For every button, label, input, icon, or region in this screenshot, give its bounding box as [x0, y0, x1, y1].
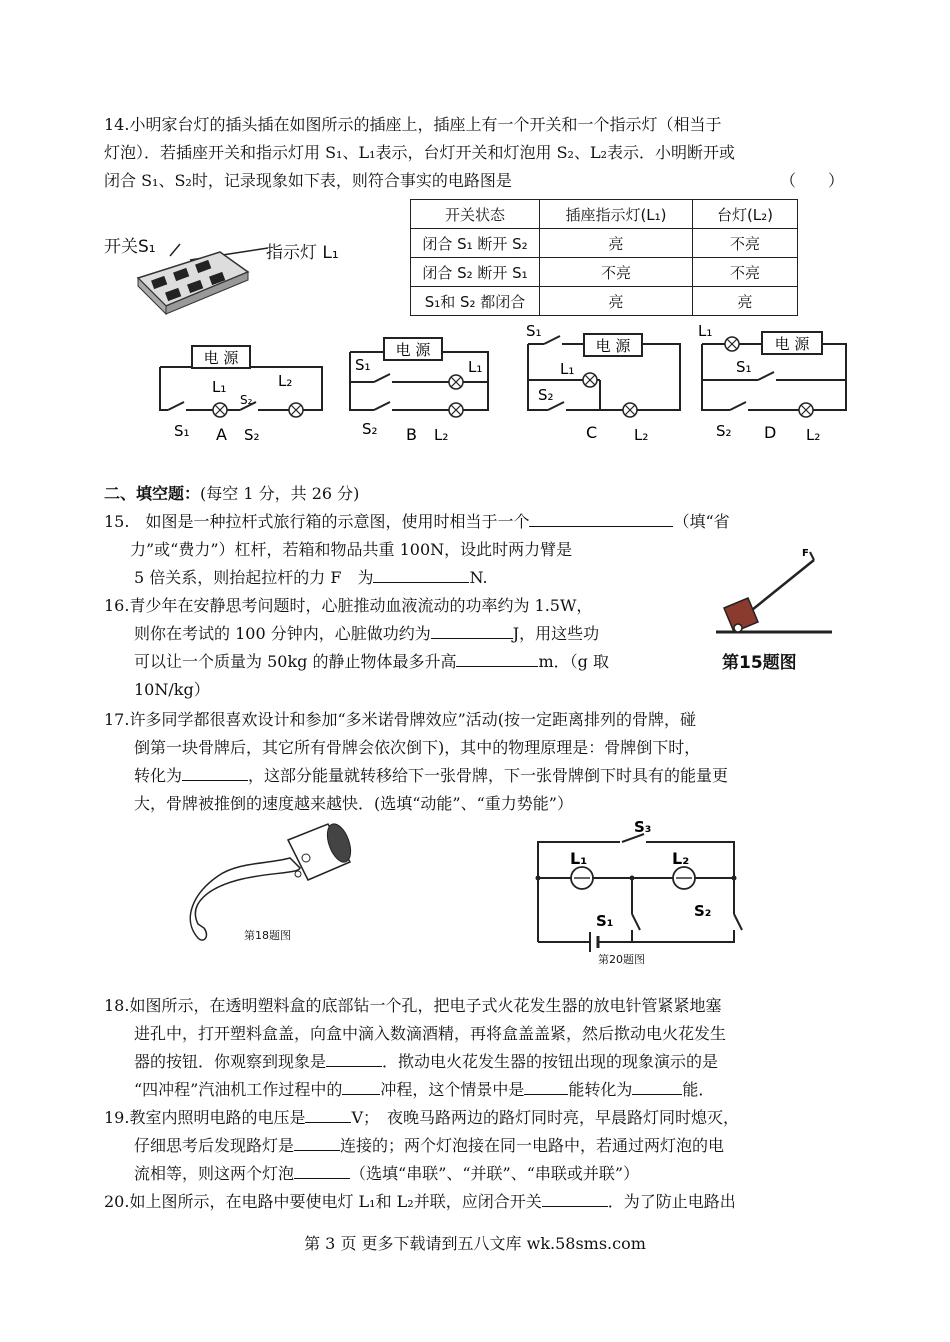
table-cell: 不亮: [693, 229, 798, 258]
option-letter: B: [406, 425, 417, 444]
option-letter: A: [216, 425, 227, 444]
q19-line3: [134, 1160, 639, 1188]
label-l1: L₁: [698, 322, 713, 340]
q18-text: 能转化为: [568, 1080, 633, 1099]
section-note: (每空 1 分，共 26 分): [200, 484, 360, 503]
q14-answer-paren: （ ）: [780, 171, 845, 190]
circuit-c: [526, 322, 680, 444]
q16-line4: 10N/kg）: [134, 680, 210, 699]
q18-line3: [134, 1048, 718, 1076]
q19-text: （选填“串联”、“并联”、“串联或并联”）: [350, 1164, 640, 1183]
q15-text: （填“省: [673, 512, 730, 531]
q18-text: ．揿动电火花发生器的按钮出现的现象演示的是: [382, 1052, 719, 1071]
q19-text: 流相等，则这两个灯泡: [134, 1164, 295, 1183]
table-header: 插座指示灯(L₁): [540, 200, 693, 229]
power-label: 电 源: [595, 337, 631, 355]
answer-blank[interactable]: [542, 1188, 608, 1207]
q19-text: 连接的；两个灯泡接在同一电路中，若通过两灯泡的电: [340, 1136, 725, 1155]
label-s2: S₂: [362, 420, 378, 438]
switch-state-table: [410, 199, 798, 316]
q14-line3: 闭合 S₁、S₂时，记录现象如下表，则符合事实的电路图是: [104, 171, 512, 190]
q20-text: ．为了防止电路出: [607, 1192, 736, 1211]
circuit-a: [160, 346, 322, 444]
luggage-figure: [712, 548, 838, 638]
q16-line3: [134, 648, 609, 676]
label-l2: L₂: [634, 426, 649, 444]
answer-blank[interactable]: [342, 1076, 380, 1095]
label-l2: L₂: [434, 426, 449, 444]
q18-text: 器的按钮．你观察到现象是: [134, 1052, 327, 1071]
table-header-row: [411, 200, 798, 229]
label-l2: L₂: [278, 372, 293, 390]
q16-text: J，用这些功: [512, 624, 600, 643]
power-label: 电 源: [774, 335, 810, 353]
q17-line3: [134, 762, 728, 790]
q15-line3: [134, 564, 488, 592]
q18-line1: 18.如图所示，在透明塑料盒的底部钻一个孔，把电子式火花发生器的放电针管紧紧地塞: [104, 996, 722, 1015]
q15-line1: [104, 508, 730, 536]
circuit-d: [698, 322, 846, 444]
answer-blank[interactable]: [305, 1104, 351, 1123]
answer-blank[interactable]: [294, 1132, 340, 1151]
q18-line2: 进孔中，打开塑料盒盖，向盒中滴入数滴酒精，再将盒盖盖紧，然后揿动电火花发生: [134, 1024, 727, 1043]
q17-text: 转化为: [134, 766, 183, 785]
q15-figure-caption: 第15题图: [722, 653, 797, 673]
answer-blank[interactable]: [529, 508, 673, 527]
q15-text: N.: [469, 568, 488, 587]
circuit-b: [350, 338, 488, 444]
label-s2: S₂: [694, 902, 712, 920]
q20-text: 20.如上图所示，在电路中要使电灯 L₁和 L₂并联，应闭合开关: [104, 1192, 542, 1211]
table-cell: 闭合 S₂ 断开 S₁: [411, 258, 540, 287]
option-letter: C: [586, 423, 598, 442]
label-s1: S₁: [736, 358, 752, 376]
q14-line2: 灯泡）．若插座开关和指示灯用 S₁、L₁表示，台灯开关和灯泡用 S₂、L₂表示．小明断开或: [104, 143, 736, 162]
fig20-caption: 第20题图: [598, 953, 645, 966]
answer-blank[interactable]: [373, 564, 469, 583]
label-l1: L₁: [560, 360, 575, 378]
fig18-caption: 第18题图: [244, 929, 291, 942]
label-s1: S₁: [174, 422, 190, 440]
q16-text: 可以让一个质量为 50kg 的静止物体最多升高: [134, 652, 457, 671]
q18-line4: [134, 1076, 714, 1104]
table-row: [411, 287, 798, 316]
q17-line1: 17.许多同学都很喜欢设计和参加“多米诺骨牌效应”活动(按一定距离排列的骨牌，碰: [104, 710, 697, 729]
q15-text: 5 倍关系，则抬起拉杆的力 F 为: [134, 568, 374, 587]
q18-text: 能．: [682, 1080, 715, 1099]
q17-line4: 大，骨牌被推倒的速度越来越快．(选填“动能”、“重力势能”）: [134, 794, 573, 813]
socket-illustration: [130, 240, 270, 320]
table-cell: 亮: [540, 287, 693, 316]
fig20-circuit: [530, 818, 750, 958]
answer-blank[interactable]: [326, 1048, 382, 1067]
q19-line2: [134, 1132, 724, 1160]
option-letter: D: [764, 423, 777, 442]
socket-lamp-label: 指示灯 L₁: [266, 243, 339, 263]
q19-text: 19.教室内照明电路的电压是: [104, 1108, 306, 1127]
q19-line1: [104, 1104, 739, 1132]
label-l2: L₂: [672, 849, 690, 868]
circuit-diagrams: [150, 322, 870, 450]
section-title: 二、填空题：: [104, 484, 201, 503]
power-label: 电 源: [395, 341, 431, 359]
table-cell: S₁和 S₂ 都闭合: [411, 287, 540, 316]
q18-text: 冲程，这个情景中是: [380, 1080, 525, 1099]
table-cell: 亮: [693, 287, 798, 316]
table-cell: 亮: [540, 229, 693, 258]
label-s1: S₁: [526, 322, 542, 340]
table-header: 台灯(L₂): [693, 200, 798, 229]
q19-text: V； 夜晚马路两边的路灯同时亮，早晨路灯同时熄灭，: [351, 1108, 740, 1127]
q17-line2: 倒第一块骨牌后，其它所有骨牌会依次倒下)，其中的物理原理是：骨牌倒下时，: [134, 738, 701, 757]
q19-text: 仔细思考后发现路灯是: [134, 1136, 295, 1155]
q16-text: m．（g 取: [538, 652, 609, 671]
table-cell: 不亮: [540, 258, 693, 287]
label-s2: S₂: [716, 422, 732, 440]
label-l1: L₁: [570, 849, 588, 868]
force-label: F: [802, 548, 809, 559]
answer-blank[interactable]: [182, 762, 248, 781]
q16-line1: 16.青少年在安静思考问题时，心脏推动血液流动的功率约为 1.5W，: [104, 596, 593, 615]
answer-blank[interactable]: [456, 648, 538, 667]
label-s3: S₃: [634, 818, 652, 836]
table-cell: 闭合 S₁ 断开 S₂: [411, 229, 540, 258]
label-s2: S₂: [538, 386, 554, 404]
answer-blank[interactable]: [632, 1076, 682, 1095]
socket-switch-label: 开关S₁: [104, 237, 156, 257]
q20-line1: [104, 1188, 736, 1216]
label-s2: S₂: [240, 393, 253, 407]
table-row: [411, 229, 798, 258]
label-l1: L₁: [212, 378, 227, 396]
q14-line1: 14.小明家台灯的插头插在如图所示的插座上，插座上有一个开关和一个指示灯（相当于: [104, 115, 722, 134]
answer-blank[interactable]: [294, 1160, 350, 1179]
label-s1: S₁: [355, 356, 371, 374]
label-s1: S₁: [596, 912, 614, 930]
q15-text: 15. 如图是一种拉杆式旅行箱的示意图，使用时相当于一个: [104, 512, 530, 531]
q17-text: ，这部分能量就转移给下一张骨牌，下一张骨牌倒下时具有的能量更: [248, 766, 729, 785]
q15-line2: 力”或“费力”）杠杆，若箱和物品共重 100N，设此时两力臂是: [130, 540, 573, 559]
label-l2: L₂: [806, 426, 821, 444]
label-s2: S₂: [244, 426, 260, 444]
label-l1: L₁: [468, 358, 483, 376]
page-footer: 第 3 页 更多下载请到五八文库 wk.58sms.com: [304, 1234, 646, 1253]
q16-line2: [134, 620, 599, 648]
answer-blank[interactable]: [431, 620, 513, 639]
table-header: 开关状态: [411, 200, 540, 229]
answer-blank[interactable]: [524, 1076, 568, 1095]
power-label: 电 源: [203, 349, 239, 367]
table-row: [411, 258, 798, 287]
q18-text: “四冲程”汽油机工作过程中的: [134, 1080, 343, 1099]
table-cell: 不亮: [693, 258, 798, 287]
q16-text: 则你在考试的 100 分钟内，心脏做功约为: [134, 624, 431, 643]
section-heading: [104, 480, 359, 508]
